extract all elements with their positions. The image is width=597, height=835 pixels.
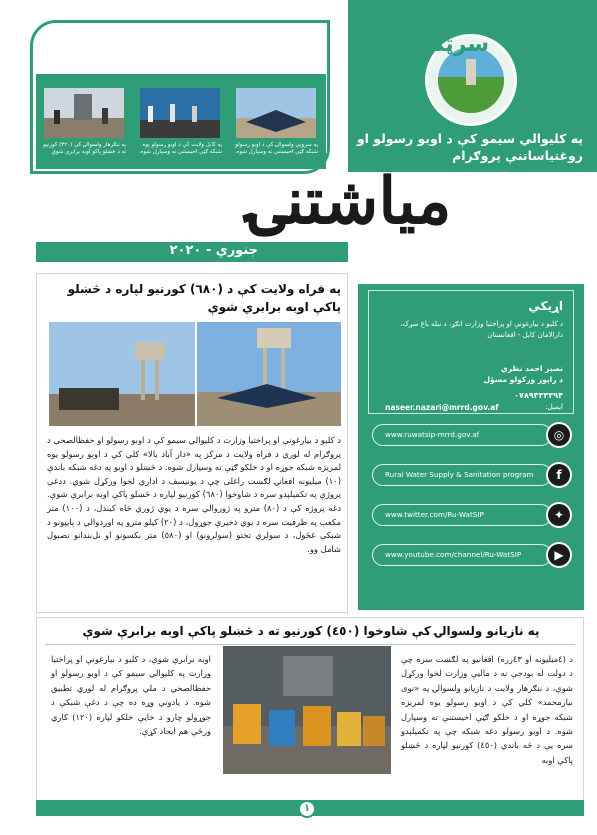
social-link-website[interactable] (372, 424, 578, 446)
thumbnail-caption: په ننګرهار ولسوالۍ کې (۳۲۰) کورنیو ته د څښلو پاکو اوبه برابري شوې (43, 142, 126, 155)
water-tower-photo (49, 322, 195, 426)
social-link-label: www.ruwatsip-mrrd.gov.af (385, 430, 480, 439)
contact-phone: ۰۷۸۹۳۳۳۳۹۴ (514, 391, 563, 400)
social-link-pill[interactable] (372, 544, 552, 566)
social-link-twitter[interactable] (372, 504, 578, 526)
social-link-youtube[interactable] (372, 544, 578, 566)
thumbnail-image (236, 88, 316, 138)
contents-thumbnail[interactable] (136, 80, 224, 162)
youtube-icon[interactable]: ▶ (546, 542, 572, 568)
thumbnail-image (140, 88, 220, 138)
thumbnail-caption: په سروبي ولسوالۍ کې د اوبو رسولو شبکه ګټې اخیستنې ته وسپارل شوه. (234, 142, 318, 155)
newsletter-title: مياشتنۍ (248, 164, 452, 239)
dribbble-icon[interactable]: ◎ (546, 422, 572, 448)
article-title: په نازيانو ولسوالۍ کې شاوخوا (٤٥٠) کورنيو ته د څښلو پاکې اوبه برابرې شوې (82, 624, 540, 638)
page-number: ١ (298, 800, 316, 818)
contact-email-label: ایمیل: (545, 403, 563, 411)
solar-panel-photo (197, 322, 341, 426)
facebook-icon[interactable]: f (546, 462, 572, 488)
article-photos (49, 322, 341, 426)
contact-panel (358, 284, 584, 610)
social-link-pill[interactable] (372, 504, 552, 526)
title-divider (45, 644, 575, 645)
issue-date-bar (36, 242, 348, 262)
thumbnail-caption: په کابل ولایت کې د اوبو رسولو یوه شبکه ګټې اخیستنې ته وسپارل شوه. (138, 142, 222, 155)
contact-box (368, 290, 574, 414)
contact-heading: اړيکي (528, 299, 563, 313)
article-body-right: د (٤ميليونه او ٤٣زره) افغانيو په لګښت سره چې د دولت له بودجې نه د ماليې وزارت لخوا ورکړل شوې، د ننګرهار ولايت د نازيانو ولسوالۍ په «نوی نيازمحمد» کلي کې د اوبو رسولو يوه لمريزه شبکه جوړه او د خلکو ګټې اخيستنې ته وسپارل شوه. د اوبو رسولو دغه شبکه چې په تکميلېدو سره يې د څه باندې (٤٥٠) کورنيو لپاره د څښلو پاکې اوبه (401, 654, 573, 765)
contents-title: سرټکي (410, 32, 489, 57)
organization-title: په کليوالي سيمو کې د اوبو رسولو او روغتياساتنې پروګرام (356, 131, 583, 163)
contents-thumbnail[interactable] (40, 80, 128, 162)
water-containers-photo (223, 646, 391, 774)
social-link-pill[interactable] (372, 464, 552, 486)
water-tower-icon (466, 59, 476, 85)
contact-person (484, 363, 563, 385)
twitter-icon[interactable]: ✦ (546, 502, 572, 528)
contact-person-name: نصير احمد نظري (500, 364, 563, 373)
article-nazyan (36, 617, 584, 813)
contents-thumbnail[interactable] (232, 80, 320, 162)
social-link-facebook[interactable] (372, 464, 578, 486)
article-title: په فراه ولایت کې د (٦٨٠) کورنیو لپاره د څښلو پاکې اوبه برابري شوې (67, 282, 341, 314)
thumbnail-image (44, 88, 124, 138)
issue-date: جنوري - ۲۰۲۰ (169, 243, 258, 258)
social-link-pill[interactable] (372, 424, 552, 446)
contact-email[interactable]: naseer.nazari@mrrd.gov.af (385, 403, 499, 412)
social-link-label: Rural Water Supply & Sanitation program (385, 470, 534, 479)
article-body: د کليو د بيارغونې او پراختيا وزارت د کليوالي سيمو کې د اوبو رسولو او حفظالصحي د پروګرام له لوري د فراه ولايت د مرکز په «دار آباد بالا» کلي کې د اوبو رسولو يوه لمريزه شبکه جوړه او د خلکو ګټې ته وسپارل شوه. د څښلو د اوبو په دغه شبکه باندې (١٠) ميليونه افغانۍ لګښت راغلی چې د يونيسف د اداري لخوا ورکړل شوي. ددغې پروژې په تکميلېدو سره د شاوخوا (٦٨٠) کورنيو لپاره د څښلو پاکې اوبه برابرې شوې. دغه پروژه کې د (٨٠) مترو په ژوروالي سره د يوي ژوري څاه کيندل، د (١٠٠) متر مکعب په ظرفيت سره د يوي ذخيرې جوړول، د (٢٠) کيلو مترو په اوږدوالي د پايپونو د شبکې غځول، د سولري تختو (سولرونو) او (٥٨٠) متر بکسونو او نل‌بندانو نصبول شامل وو. (47, 435, 341, 554)
contact-person-role: د راپور ورکولو مسؤل (483, 375, 563, 384)
contents-thumbnails (36, 74, 326, 169)
article-farah (36, 273, 348, 613)
contact-address: د کليو د بيارغونې او پراختيا وزارت انګړ، د نيله باغ سړک، دارالامان کابل - افغانستان (400, 320, 563, 339)
social-link-label: www.twitter.com/Ru-WatSIP (385, 510, 484, 519)
social-link-label: www.youtube.com/channel/Ru-WatSIP (385, 550, 522, 559)
article-body-left: اوبه برابرې شوې، د کليو د بيارغونې او پراختيا وزارت په کليوالي سيمو کې د اوبو رسولو او حفظالصحي د ملي پروګرام له لوري تطبيق شوه. د يادونې وړه ده چې د دغې شبکې د جوړولو چارو د خايې خلکو لپاره (١٢٠) کاري ورځې هم ايجاد کړې. (51, 654, 211, 737)
